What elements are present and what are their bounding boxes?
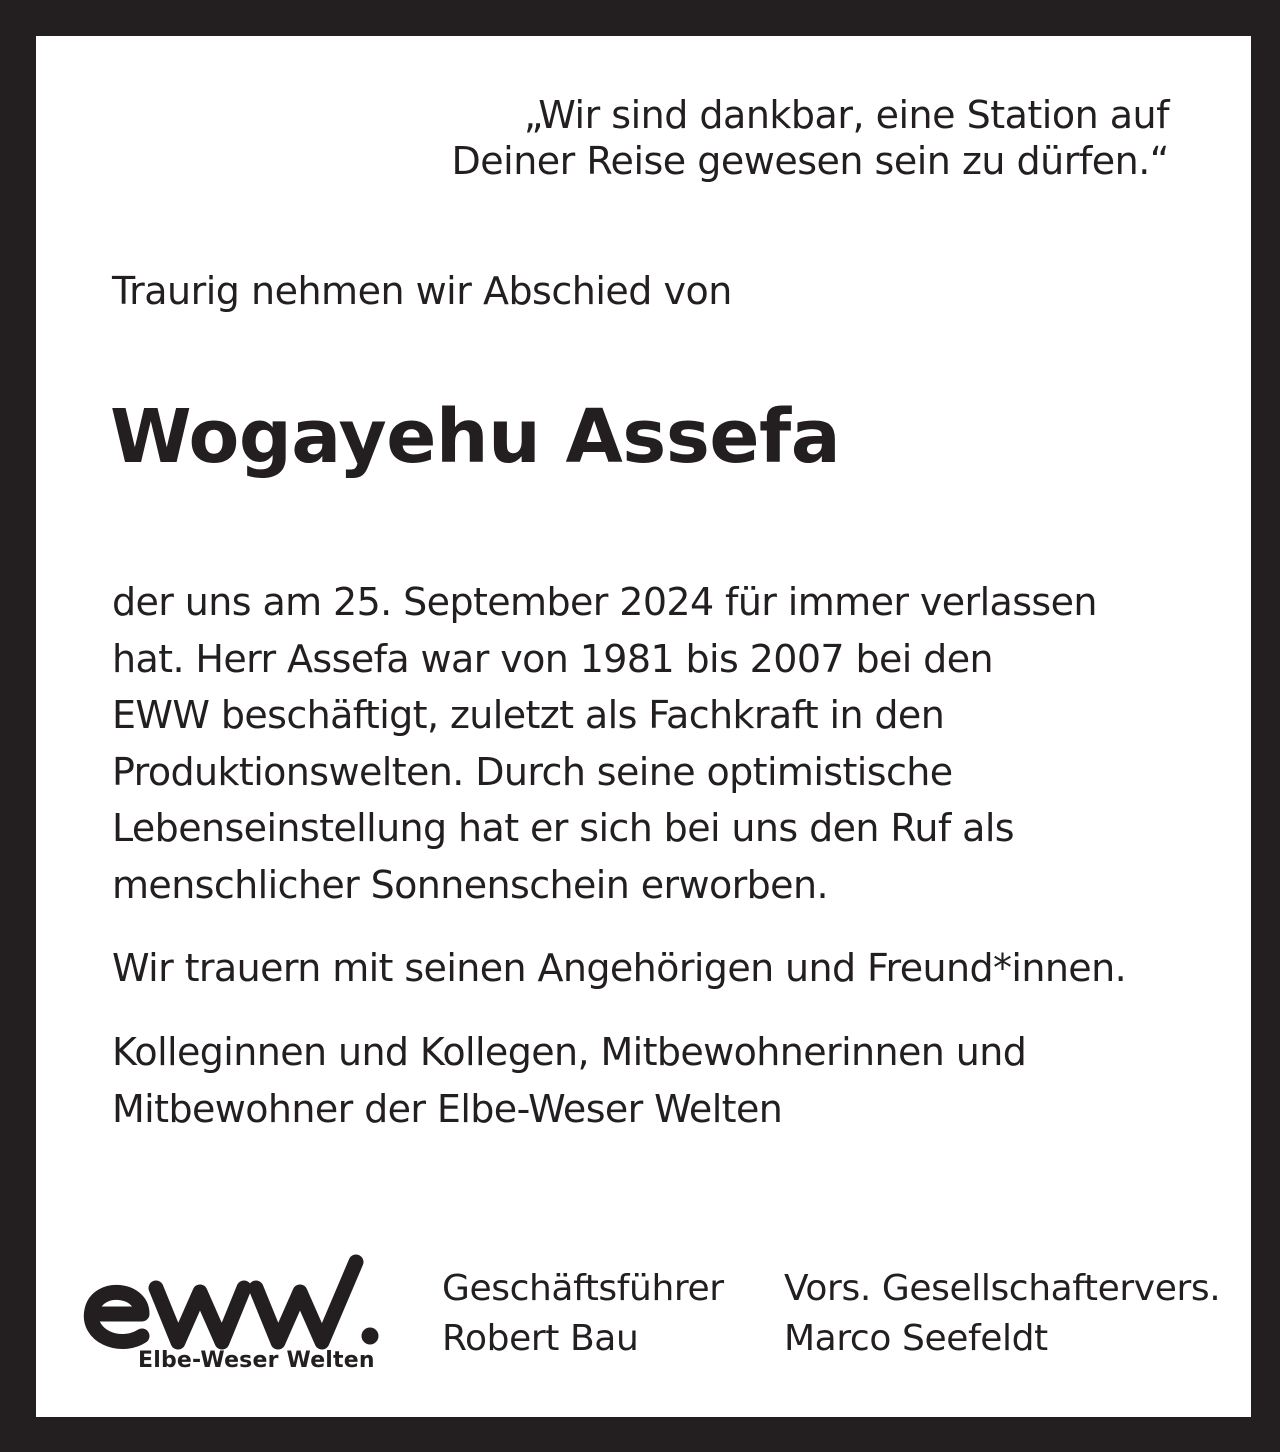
body-line: der uns am 25. September 2024 für immer verlassen [112, 580, 1097, 624]
logo-tagline: Elbe-Weser Welten [138, 1348, 375, 1373]
signature-person: Marco Seefeldt [784, 1318, 1048, 1359]
signature-role: Vors. Gesellschaftervers. [784, 1268, 1221, 1309]
quote-line: Deiner Reise gewesen sein zu dürfen.“ [451, 139, 1169, 183]
signature-person: Robert Bau [442, 1318, 639, 1359]
quote-line: „Wir sind dankbar, eine Station auf [523, 93, 1169, 137]
intro-text: Traurig nehmen wir Abschied von [112, 269, 732, 313]
signature-managing-director [442, 1264, 724, 1364]
obituary-card [36, 36, 1251, 1417]
body-line: Produktionswelten. Durch seine optimistische [112, 749, 953, 794]
signoff [112, 1024, 1026, 1137]
mourning-text: Wir trauern mit seinen Angehörigen und Freund*innen. [112, 946, 1127, 990]
body-line: hat. Herr Assefa war von 1981 bis 2007 bei den [112, 636, 993, 681]
body-line: menschlicher Sonnenschein erworben. [112, 862, 828, 907]
signature-role: Geschäftsführer [442, 1268, 724, 1309]
body-line: Lebenseinstellung hat er sich bei uns den Ruf als [112, 806, 1015, 850]
body-line: EWW beschäftigt, zuletzt als Fachkraft in den [112, 693, 945, 737]
signoff-line: Kolleginnen und Kollegen, Mitbewohnerinnen und [112, 1030, 1027, 1074]
quote [452, 92, 1170, 184]
deceased-name: Wogayehu Assefa [110, 394, 841, 480]
signature-board-chair [784, 1264, 1220, 1364]
signoff-line: Mitbewohner der Elbe-Weser Welten [112, 1086, 783, 1131]
body-paragraph [112, 574, 1097, 913]
